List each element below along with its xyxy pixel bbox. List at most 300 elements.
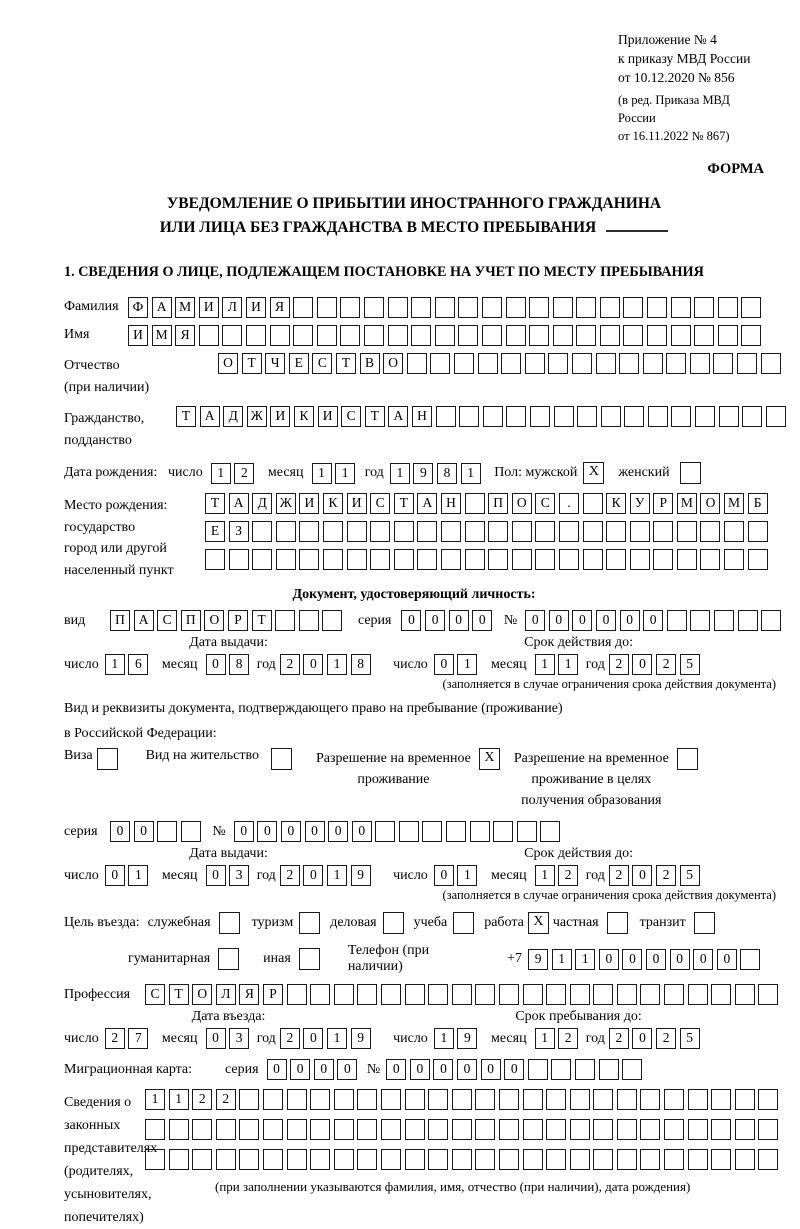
char-cell[interactable] <box>287 1119 307 1140</box>
char-cell[interactable] <box>465 549 485 570</box>
char-cell[interactable] <box>340 297 360 318</box>
permit-temp-checkbox[interactable]: X <box>479 748 500 770</box>
char-cell[interactable] <box>357 1149 377 1170</box>
char-cell[interactable]: А <box>152 297 172 318</box>
purpose-tourism-checkbox[interactable] <box>299 912 320 934</box>
char-cell[interactable]: 0 <box>693 949 713 970</box>
char-cell[interactable] <box>293 297 313 318</box>
char-cell[interactable]: 9 <box>457 1028 477 1049</box>
char-cell[interactable]: К <box>294 406 314 427</box>
char-cell[interactable] <box>405 1119 425 1140</box>
char-cell[interactable] <box>317 297 337 318</box>
char-cell[interactable] <box>310 1089 330 1110</box>
char-cell[interactable] <box>593 1119 613 1140</box>
char-cell[interactable]: 8 <box>437 463 457 484</box>
char-cell[interactable] <box>664 1119 684 1140</box>
char-cell[interactable]: 0 <box>352 821 372 842</box>
char-cell[interactable] <box>688 1089 708 1110</box>
char-cell[interactable] <box>458 325 478 346</box>
char-cell[interactable]: 0 <box>549 610 569 631</box>
char-cell[interactable] <box>623 325 643 346</box>
char-cell[interactable] <box>334 984 354 1005</box>
char-cell[interactable] <box>452 1149 472 1170</box>
char-cell[interactable]: 1 <box>575 949 595 970</box>
char-cell[interactable]: Я <box>270 297 290 318</box>
char-cell[interactable]: 8 <box>229 654 249 675</box>
purpose-other-checkbox[interactable] <box>299 948 320 970</box>
char-cell[interactable]: П <box>488 493 508 514</box>
char-cell[interactable] <box>506 325 526 346</box>
char-cell[interactable] <box>169 1119 189 1140</box>
char-cell[interactable] <box>624 406 644 427</box>
char-cell[interactable] <box>599 1059 619 1080</box>
char-cell[interactable]: 0 <box>303 1028 323 1049</box>
char-cell[interactable] <box>690 353 710 374</box>
char-cell[interactable]: 2 <box>558 1028 578 1049</box>
char-cell[interactable]: Ж <box>276 493 296 514</box>
char-cell[interactable]: 0 <box>504 1059 524 1080</box>
char-cell[interactable]: Д <box>252 493 272 514</box>
char-cell[interactable]: Т <box>176 406 196 427</box>
char-cell[interactable]: К <box>606 493 626 514</box>
char-cell[interactable]: 0 <box>596 610 616 631</box>
char-cell[interactable] <box>741 325 761 346</box>
char-cell[interactable] <box>263 1149 283 1170</box>
purpose-business-trip-checkbox[interactable] <box>219 912 240 934</box>
char-cell[interactable] <box>276 521 296 542</box>
char-cell[interactable]: 1 <box>211 463 231 484</box>
char-cell[interactable]: 0 <box>632 654 652 675</box>
char-cell[interactable] <box>640 1119 660 1140</box>
char-cell[interactable]: 8 <box>351 654 371 675</box>
char-cell[interactable] <box>546 1149 566 1170</box>
char-cell[interactable] <box>506 297 526 318</box>
char-cell[interactable]: . <box>559 493 579 514</box>
char-cell[interactable]: И <box>270 406 290 427</box>
char-cell[interactable] <box>593 984 613 1005</box>
char-cell[interactable]: 1 <box>535 865 555 886</box>
char-cell[interactable] <box>364 325 384 346</box>
char-cell[interactable]: 0 <box>472 610 492 631</box>
char-cell[interactable]: 1 <box>335 463 355 484</box>
char-cell[interactable] <box>695 406 715 427</box>
char-cell[interactable]: 1 <box>434 1028 454 1049</box>
char-cell[interactable] <box>263 1119 283 1140</box>
char-cell[interactable] <box>287 1089 307 1110</box>
char-cell[interactable] <box>229 549 249 570</box>
char-cell[interactable] <box>713 353 733 374</box>
char-cell[interactable]: Б <box>748 493 768 514</box>
char-cell[interactable]: 1 <box>552 949 572 970</box>
char-cell[interactable]: 2 <box>280 1028 300 1049</box>
char-cell[interactable] <box>700 549 720 570</box>
char-cell[interactable] <box>381 1119 401 1140</box>
char-cell[interactable]: И <box>318 406 338 427</box>
char-cell[interactable] <box>548 353 568 374</box>
char-cell[interactable] <box>475 1149 495 1170</box>
char-cell[interactable]: 1 <box>390 463 410 484</box>
char-cell[interactable] <box>735 1149 755 1170</box>
char-cell[interactable] <box>239 1089 259 1110</box>
char-cell[interactable] <box>340 325 360 346</box>
char-cell[interactable] <box>452 1089 472 1110</box>
char-cell[interactable]: 0 <box>386 1059 406 1080</box>
char-cell[interactable] <box>766 406 786 427</box>
char-cell[interactable]: Н <box>412 406 432 427</box>
char-cell[interactable]: 0 <box>481 1059 501 1080</box>
char-cell[interactable] <box>399 821 419 842</box>
char-cell[interactable] <box>375 821 395 842</box>
char-cell[interactable] <box>690 610 710 631</box>
char-cell[interactable]: 0 <box>281 821 301 842</box>
char-cell[interactable] <box>570 1089 590 1110</box>
char-cell[interactable] <box>357 1089 377 1110</box>
char-cell[interactable] <box>758 984 778 1005</box>
char-cell[interactable] <box>239 1119 259 1140</box>
char-cell[interactable] <box>388 325 408 346</box>
char-cell[interactable] <box>643 353 663 374</box>
char-cell[interactable] <box>666 353 686 374</box>
char-cell[interactable] <box>428 1149 448 1170</box>
char-cell[interactable]: С <box>157 610 177 631</box>
char-cell[interactable] <box>617 1149 637 1170</box>
char-cell[interactable] <box>647 297 667 318</box>
char-cell[interactable]: 2 <box>609 865 629 886</box>
char-cell[interactable] <box>157 821 177 842</box>
char-cell[interactable] <box>529 325 549 346</box>
char-cell[interactable] <box>205 549 225 570</box>
char-cell[interactable] <box>407 353 427 374</box>
char-cell[interactable] <box>417 549 437 570</box>
char-cell[interactable] <box>606 521 626 542</box>
char-cell[interactable] <box>546 984 566 1005</box>
char-cell[interactable] <box>623 297 643 318</box>
char-cell[interactable]: П <box>181 610 201 631</box>
char-cell[interactable]: Д <box>223 406 243 427</box>
char-cell[interactable] <box>718 297 738 318</box>
char-cell[interactable] <box>499 984 519 1005</box>
char-cell[interactable] <box>310 984 330 1005</box>
char-cell[interactable] <box>600 297 620 318</box>
char-cell[interactable] <box>252 521 272 542</box>
char-cell[interactable]: 3 <box>229 865 249 886</box>
char-cell[interactable] <box>436 406 456 427</box>
char-cell[interactable]: 0 <box>267 1059 287 1080</box>
char-cell[interactable]: 0 <box>206 654 226 675</box>
char-cell[interactable] <box>347 521 367 542</box>
char-cell[interactable] <box>475 984 495 1005</box>
char-cell[interactable] <box>459 406 479 427</box>
char-cell[interactable]: 1 <box>169 1089 189 1110</box>
char-cell[interactable] <box>583 493 603 514</box>
char-cell[interactable]: 2 <box>656 1028 676 1049</box>
char-cell[interactable] <box>572 353 592 374</box>
char-cell[interactable]: 7 <box>128 1028 148 1049</box>
char-cell[interactable] <box>381 1149 401 1170</box>
permit-temp-edu-checkbox[interactable] <box>677 748 698 770</box>
char-cell[interactable] <box>405 984 425 1005</box>
char-cell[interactable] <box>688 984 708 1005</box>
char-cell[interactable] <box>411 297 431 318</box>
char-cell[interactable]: 0 <box>525 610 545 631</box>
char-cell[interactable]: 0 <box>134 821 154 842</box>
char-cell[interactable] <box>452 984 472 1005</box>
char-cell[interactable] <box>606 549 626 570</box>
char-cell[interactable]: 0 <box>572 610 592 631</box>
char-cell[interactable]: 0 <box>290 1059 310 1080</box>
char-cell[interactable]: 0 <box>410 1059 430 1080</box>
char-cell[interactable] <box>411 325 431 346</box>
char-cell[interactable] <box>145 1119 165 1140</box>
char-cell[interactable]: О <box>218 353 238 374</box>
char-cell[interactable]: Л <box>222 297 242 318</box>
char-cell[interactable]: Е <box>205 521 225 542</box>
char-cell[interactable]: Т <box>169 984 189 1005</box>
char-cell[interactable] <box>553 325 573 346</box>
char-cell[interactable]: 0 <box>401 610 421 631</box>
char-cell[interactable]: Т <box>394 493 414 514</box>
char-cell[interactable] <box>528 1059 548 1080</box>
char-cell[interactable] <box>711 1089 731 1110</box>
char-cell[interactable]: 0 <box>599 949 619 970</box>
char-cell[interactable]: 0 <box>303 654 323 675</box>
char-cell[interactable] <box>501 353 521 374</box>
char-cell[interactable] <box>647 325 667 346</box>
char-cell[interactable] <box>570 984 590 1005</box>
char-cell[interactable]: И <box>299 493 319 514</box>
char-cell[interactable] <box>553 297 573 318</box>
char-cell[interactable]: 2 <box>656 865 676 886</box>
char-cell[interactable]: Т <box>365 406 385 427</box>
char-cell[interactable]: О <box>700 493 720 514</box>
char-cell[interactable] <box>357 984 377 1005</box>
char-cell[interactable] <box>405 1089 425 1110</box>
char-cell[interactable] <box>593 1149 613 1170</box>
char-cell[interactable]: 1 <box>457 654 477 675</box>
char-cell[interactable] <box>488 549 508 570</box>
char-cell[interactable]: 0 <box>632 1028 652 1049</box>
char-cell[interactable]: 3 <box>229 1028 249 1049</box>
permit-residence-checkbox[interactable] <box>271 748 292 770</box>
char-cell[interactable]: 0 <box>110 821 130 842</box>
char-cell[interactable] <box>577 406 597 427</box>
char-cell[interactable]: 1 <box>535 1028 555 1049</box>
char-cell[interactable]: К <box>323 493 343 514</box>
char-cell[interactable] <box>535 549 555 570</box>
char-cell[interactable] <box>512 521 532 542</box>
char-cell[interactable] <box>482 325 502 346</box>
char-cell[interactable] <box>181 821 201 842</box>
permit-visa-checkbox[interactable] <box>97 748 118 770</box>
char-cell[interactable]: 0 <box>303 865 323 886</box>
char-cell[interactable] <box>530 406 550 427</box>
char-cell[interactable] <box>761 610 781 631</box>
char-cell[interactable]: Р <box>228 610 248 631</box>
char-cell[interactable] <box>478 353 498 374</box>
char-cell[interactable]: 0 <box>425 610 445 631</box>
char-cell[interactable] <box>742 406 762 427</box>
char-cell[interactable]: 0 <box>314 1059 334 1080</box>
char-cell[interactable]: 0 <box>206 865 226 886</box>
char-cell[interactable] <box>671 406 691 427</box>
char-cell[interactable] <box>417 521 437 542</box>
char-cell[interactable]: М <box>724 493 744 514</box>
char-cell[interactable] <box>748 549 768 570</box>
char-cell[interactable]: 1 <box>312 463 332 484</box>
char-cell[interactable]: 0 <box>257 821 277 842</box>
char-cell[interactable]: 2 <box>105 1028 125 1049</box>
purpose-transit-checkbox[interactable] <box>694 912 715 934</box>
char-cell[interactable] <box>630 549 650 570</box>
char-cell[interactable] <box>758 1119 778 1140</box>
char-cell[interactable] <box>617 1089 637 1110</box>
char-cell[interactable] <box>299 549 319 570</box>
char-cell[interactable] <box>735 984 755 1005</box>
char-cell[interactable] <box>738 610 758 631</box>
char-cell[interactable]: 9 <box>528 949 548 970</box>
char-cell[interactable] <box>169 1149 189 1170</box>
char-cell[interactable]: 1 <box>535 654 555 675</box>
char-cell[interactable]: 1 <box>105 654 125 675</box>
char-cell[interactable] <box>540 821 560 842</box>
char-cell[interactable] <box>648 406 668 427</box>
char-cell[interactable] <box>718 325 738 346</box>
char-cell[interactable] <box>364 297 384 318</box>
char-cell[interactable] <box>758 1149 778 1170</box>
char-cell[interactable]: Я <box>239 984 259 1005</box>
char-cell[interactable] <box>270 325 290 346</box>
char-cell[interactable] <box>216 1119 236 1140</box>
char-cell[interactable] <box>499 1119 519 1140</box>
char-cell[interactable]: А <box>229 493 249 514</box>
char-cell[interactable]: А <box>388 406 408 427</box>
char-cell[interactable]: О <box>204 610 224 631</box>
char-cell[interactable] <box>761 353 781 374</box>
char-cell[interactable]: 2 <box>656 654 676 675</box>
char-cell[interactable] <box>671 297 691 318</box>
char-cell[interactable] <box>334 1119 354 1140</box>
char-cell[interactable] <box>600 325 620 346</box>
char-cell[interactable] <box>276 549 296 570</box>
char-cell[interactable] <box>748 521 768 542</box>
char-cell[interactable]: И <box>128 325 148 346</box>
char-cell[interactable] <box>575 1059 595 1080</box>
char-cell[interactable] <box>576 325 596 346</box>
char-cell[interactable]: М <box>677 493 697 514</box>
char-cell[interactable] <box>310 1149 330 1170</box>
char-cell[interactable] <box>370 521 390 542</box>
char-cell[interactable] <box>428 984 448 1005</box>
char-cell[interactable]: 9 <box>351 865 371 886</box>
char-cell[interactable] <box>381 984 401 1005</box>
char-cell[interactable] <box>735 1119 755 1140</box>
char-cell[interactable] <box>275 610 295 631</box>
char-cell[interactable]: 0 <box>632 865 652 886</box>
char-cell[interactable] <box>619 353 639 374</box>
char-cell[interactable]: С <box>370 493 390 514</box>
purpose-business-checkbox[interactable] <box>383 912 404 934</box>
char-cell[interactable]: 2 <box>609 1028 629 1049</box>
char-cell[interactable] <box>322 610 342 631</box>
char-cell[interactable] <box>192 1149 212 1170</box>
char-cell[interactable]: У <box>630 493 650 514</box>
char-cell[interactable] <box>446 821 466 842</box>
char-cell[interactable] <box>617 1119 637 1140</box>
char-cell[interactable]: 0 <box>328 821 348 842</box>
char-cell[interactable] <box>435 297 455 318</box>
char-cell[interactable] <box>310 1119 330 1140</box>
char-cell[interactable]: Л <box>216 984 236 1005</box>
char-cell[interactable]: 6 <box>128 654 148 675</box>
char-cell[interactable]: 1 <box>145 1089 165 1110</box>
char-cell[interactable] <box>617 984 637 1005</box>
char-cell[interactable]: 1 <box>128 865 148 886</box>
char-cell[interactable] <box>694 297 714 318</box>
char-cell[interactable]: 0 <box>646 949 666 970</box>
char-cell[interactable] <box>630 521 650 542</box>
char-cell[interactable] <box>222 325 242 346</box>
char-cell[interactable]: 2 <box>234 463 254 484</box>
char-cell[interactable]: 0 <box>433 1059 453 1080</box>
char-cell[interactable]: 2 <box>216 1089 236 1110</box>
char-cell[interactable] <box>287 984 307 1005</box>
char-cell[interactable] <box>593 1089 613 1110</box>
char-cell[interactable]: П <box>110 610 130 631</box>
char-cell[interactable] <box>475 1119 495 1140</box>
char-cell[interactable] <box>435 325 455 346</box>
char-cell[interactable]: С <box>535 493 555 514</box>
char-cell[interactable] <box>523 984 543 1005</box>
char-cell[interactable] <box>711 984 731 1005</box>
char-cell[interactable]: Р <box>263 984 283 1005</box>
char-cell[interactable] <box>576 297 596 318</box>
char-cell[interactable] <box>677 549 697 570</box>
purpose-private-checkbox[interactable] <box>607 912 628 934</box>
char-cell[interactable] <box>664 1089 684 1110</box>
char-cell[interactable]: 0 <box>457 1059 477 1080</box>
char-cell[interactable] <box>357 1119 377 1140</box>
sex-male-checkbox[interactable]: X <box>583 462 604 484</box>
char-cell[interactable]: Ж <box>247 406 267 427</box>
char-cell[interactable] <box>454 353 474 374</box>
char-cell[interactable] <box>239 1149 259 1170</box>
char-cell[interactable] <box>559 521 579 542</box>
char-cell[interactable]: З <box>229 521 249 542</box>
char-cell[interactable]: Н <box>441 493 461 514</box>
char-cell[interactable] <box>334 1149 354 1170</box>
char-cell[interactable]: 1 <box>327 654 347 675</box>
char-cell[interactable] <box>488 521 508 542</box>
char-cell[interactable] <box>199 325 219 346</box>
char-cell[interactable]: 0 <box>434 654 454 675</box>
char-cell[interactable] <box>711 1149 731 1170</box>
char-cell[interactable]: 5 <box>680 654 700 675</box>
char-cell[interactable]: 5 <box>680 865 700 886</box>
char-cell[interactable] <box>583 549 603 570</box>
char-cell[interactable]: 2 <box>192 1089 212 1110</box>
char-cell[interactable] <box>535 521 555 542</box>
char-cell[interactable] <box>741 297 761 318</box>
char-cell[interactable] <box>694 325 714 346</box>
char-cell[interactable] <box>570 1119 590 1140</box>
char-cell[interactable] <box>482 297 502 318</box>
char-cell[interactable] <box>381 1089 401 1110</box>
char-cell[interactable] <box>465 521 485 542</box>
char-cell[interactable] <box>546 1119 566 1140</box>
char-cell[interactable] <box>711 1119 731 1140</box>
char-cell[interactable]: 1 <box>327 1028 347 1049</box>
char-cell[interactable] <box>323 549 343 570</box>
